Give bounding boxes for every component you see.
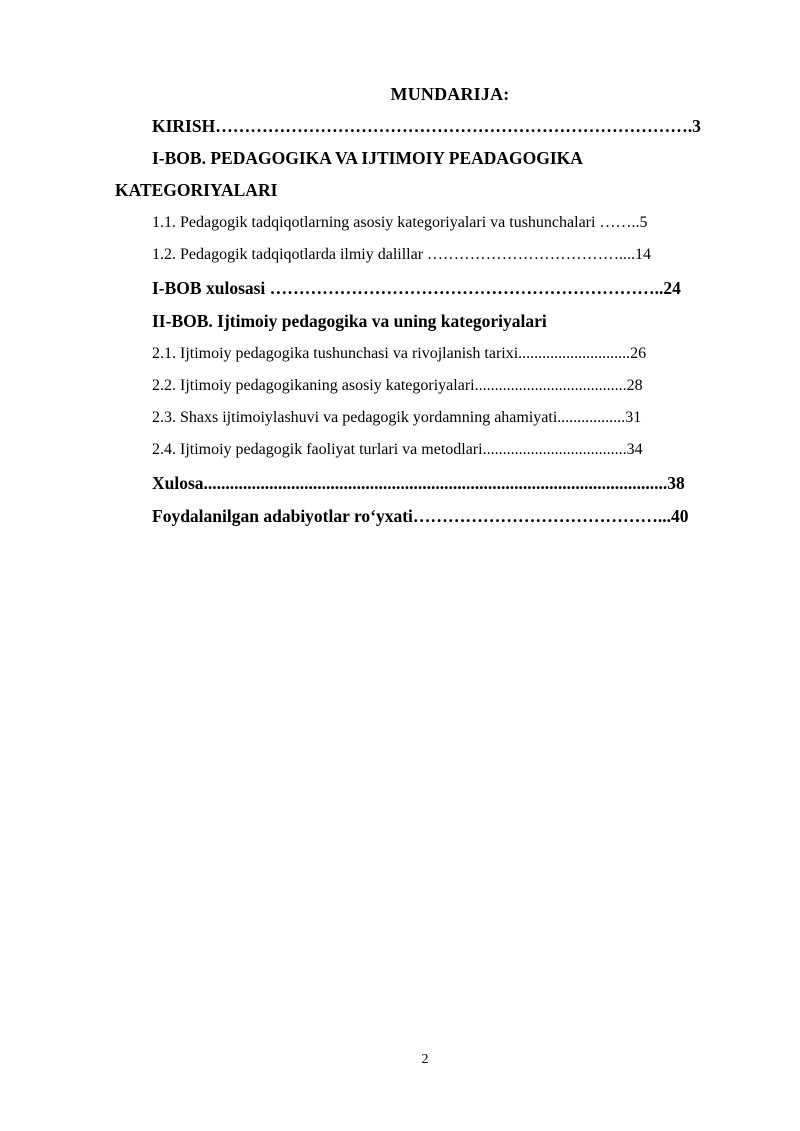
toc-entry-2-1: 2.1. Ijtimoiy pedagogika tushunchasi va rivojlanish tarixi............................26 (152, 345, 647, 362)
toc-entry-2-4: 2.4. Ijtimoiy pedagogik faoliyat turlari va metodlari....................................34 (152, 441, 643, 458)
page-number: 2 (421, 1052, 429, 1067)
toc-entry-1-1: 1.1. Pedagogik tadqiqotlarning asosiy kategoriyalari va tushunchalari ……..5 (152, 214, 648, 231)
toc-entry-chapter-2: II-BOB. Ijtimoiy pedagogika va uning kategoriyalari (152, 311, 547, 331)
toc-entry-chapter-1-cont: KATEGORIYALARI (115, 180, 278, 200)
toc-title: MUNDARIJA: (390, 84, 510, 104)
toc-entry-2-2: 2.2. Ijtimoiy pedagogikaning asosiy kategoriyalari......................................28 (152, 377, 643, 394)
toc-entry-kirish: KIRISH……………………………………………………………………….3 (152, 116, 701, 136)
toc-entry-xulosa: Xulosa..........................................................................................................38 (152, 473, 685, 493)
toc-entry-2-3: 2.3. Shaxs ijtimoiylashuvi va pedagogik yordamning ahamiyati.................31 (152, 409, 642, 426)
toc-entry-chapter-1-summary: I-BOB xulosasi …………………………………………………………..24 (152, 278, 681, 298)
toc-entry-chapter-1: I-BOB. PEDAGOGIKA VA IJTIMOIY PEADAGOGIKA (152, 148, 583, 168)
toc-entry-references: Foydalanilgan adabiyotlar ro‘yxati……………………………………...40 (152, 506, 689, 526)
toc-entry-1-2: 1.2. Pedagogik tadqiqotlarda ilmiy dalillar ………………………………....14 (152, 246, 652, 263)
